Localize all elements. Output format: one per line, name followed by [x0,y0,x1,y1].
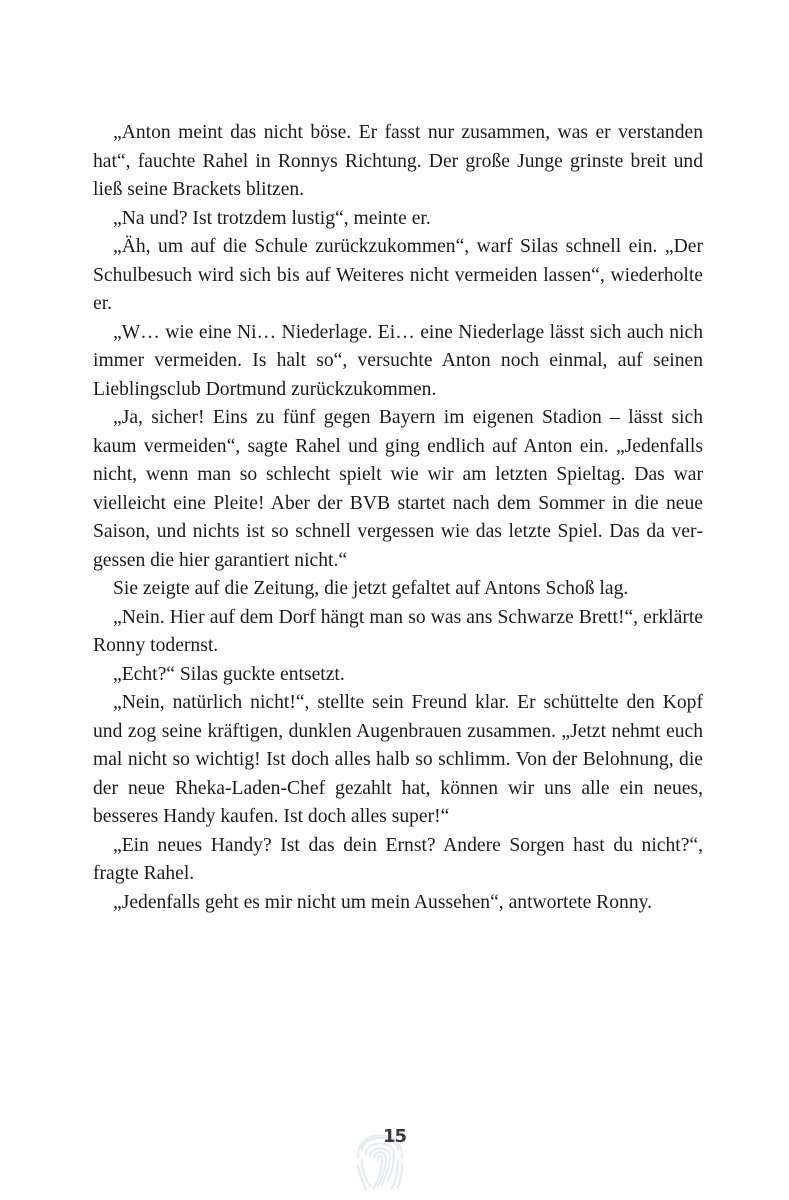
paragraph-6: Sie zeigte auf die Zeitung, die jetzt gefaltet auf Antons Schoß lag. [113,578,629,599]
paragraph-2: „Na und? Ist trotzdem lustig“, meinte er. [113,207,431,229]
paragraph-1: „Anton meint das nicht böse. Er fasst nur zusammen, was er verstanden hat“, fauchte Rahel in Ronnys Richtung. Der große Junge grinste breit und ließ seine Brackets blitzen. [93,122,703,200]
paragraph-5: „Ja, sicher! Eins zu fünf gegen Bayern im eigenen Stadion – lässt sich kaum vermeiden“, sagte Rahel und ging endlich auf Anton ein. „Jedenfalls nicht, wenn man so schlecht spielt wie wir am letzten Spieltag. Das war vielleicht eine Pleite! Aber der BVB startet nach dem Sommer in die neue Saison, und nichts ist so schnell vergessen wie das letzte Spiel. Das da vergessen die hier garantiert nicht.“ [93,407,703,571]
paragraph-10: „Ein neues Handy? Ist das dein Ernst? Andere Sorgen hast du nicht?“, fragte Rahel. [93,834,703,884]
paragraph-11: „Jedenfalls geht es mir nicht um mein Aussehen“, antwortete Ronny. [113,891,653,913]
paragraph-3: „Äh, um auf die Schule zurückzukommen“, warf Silas schnell ein. „Der Schulbesuch wird sich bis auf Weiteres nicht vermeiden lassen“, wiederholte er. [93,236,703,314]
paragraph-4: „W… wie eine Ni… Niederlage. Ei… eine Niederlage lässt sich auch nich immer vermeiden. Is halt so“, versuchte Anton noch einmal, auf seinen Lieblingsclub Dortmund zurückzukommen. [93,321,703,400]
paragraph-9: „Nein, natürlich nicht!“, stellte sein Freund klar. Er schüttelte den Kopf und zog seine kräftigen, dunklen Augenbrauen zusammen. „Jetzt nehmt euch mal nicht so wichtig! Ist doch alles halb so schlimm. Von der Belohnung, die der neue Rheka-Laden-Chef gezahlt hat, können wir uns alle ein neues, besseres Handy kaufen. Ist doch alles super!“ [93,692,703,827]
paragraph-7: „Nein. Hier auf dem Dorf hängt man so was ans Schwarze Brett!“, erklärte Ronny todernst. [93,606,703,656]
paragraph-8: „Echt?“ Silas guckte entsetzt. [113,663,345,685]
page-footer [0,1112,789,1192]
page-number: 15 [382,1126,407,1147]
body-text [93,119,703,917]
